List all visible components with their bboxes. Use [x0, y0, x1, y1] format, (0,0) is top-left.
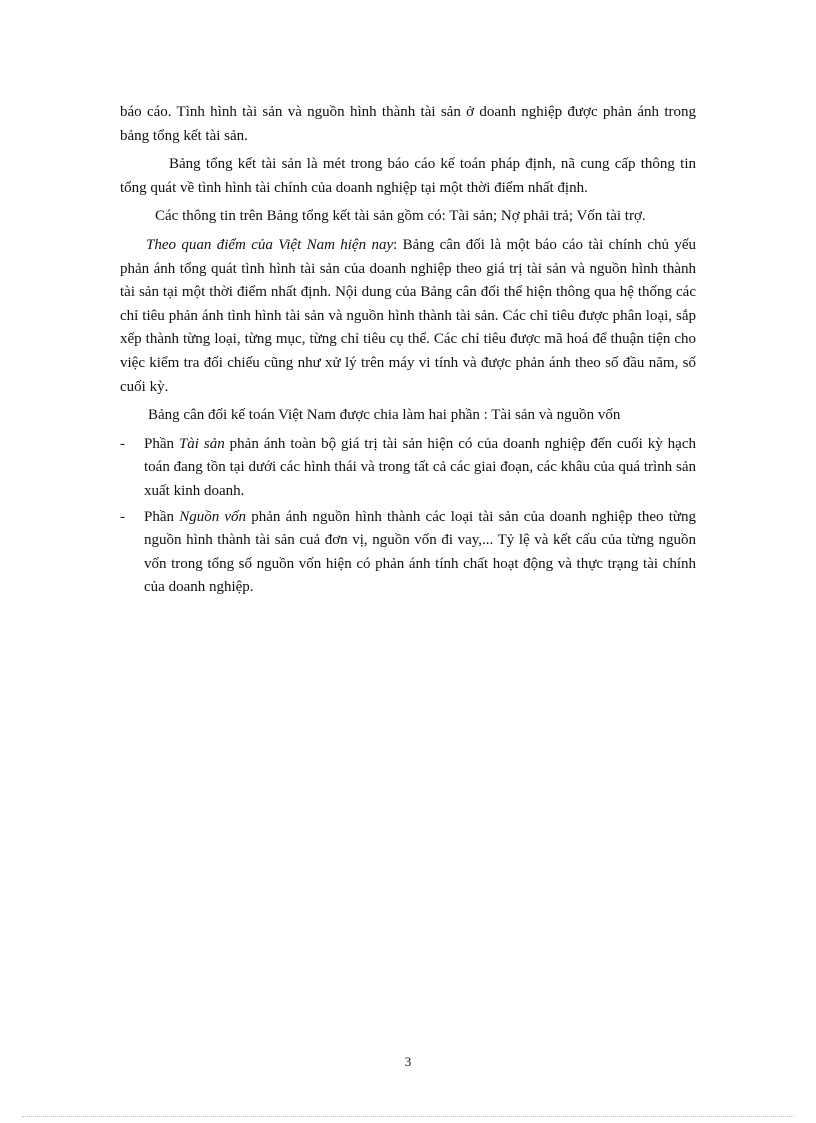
bullet-dash: - — [120, 508, 125, 525]
page-number: 3 — [404, 1054, 412, 1069]
bullet-text: phản ánh nguồn hình thành các loại tài sản của doanh nghiệp theo từng nguồn hình thành tài sản cuả đơn vị, nguồn vốn đi vay,... Tỷ lệ và kết cấu của từng nguồn vốn trong tổng số nguồn vốn hiện có phản ánh tính chất hoạt động và thực trạng tài chính của doanh nghiệp. — [144, 508, 696, 596]
paragraph-3 — [120, 205, 696, 229]
bullet-item-assets — [120, 433, 696, 504]
bullet-italic-term: Tài sản — [178, 435, 225, 452]
paragraph-4-text: : Bảng cân đối là một báo cáo tài chính chủ yếu phản ánh tổng quát tình hình tài sản của doanh nghiệp theo giá trị tài sản và nguồn hình thành tài sản tại một thời điểm nhất định. Nội dung của Bảng cân đối thể hiện thông qua hệ thống các chỉ tiêu phản ánh tình hình tài sản và nguồn hình thành tài sản. Các chỉ tiêu được phân loại, sắp xếp thành từng loại, từng mục, từng chỉ tiêu cụ thể. Các chỉ tiêu được mã hoá để thuận tiện cho việc kiểm tra đối chiếu cũng như xử lý trên máy vi tính và được phản ánh theo số đầu năm, số cuối kỳ. — [120, 236, 696, 395]
paragraph-2 — [120, 153, 696, 200]
bullet-lead: Phần — [144, 508, 180, 525]
paragraph-1 — [120, 101, 696, 148]
paragraph-4-italic-lead: Theo quan điểm của Việt Nam hiện nay — [146, 236, 394, 253]
bullet-item-capital — [120, 506, 696, 600]
bullet-text: phản ánh toàn bộ giá trị tài sản hiện có của doanh nghiệp đến cuối kỳ hạch toán đang tồn tại dưới các hình thái và trong tất cả các giai đoạn, các khâu của quá trình sản xuất kinh doanh. — [144, 435, 696, 499]
paragraph-5 — [120, 404, 696, 428]
page-bottom-divider — [22, 1116, 794, 1117]
body-text — [120, 101, 696, 602]
paragraph-3-text: Các thông tin trên Bảng tổng kết tài sản gồm có: Tài sản; Nợ phải trả; Vốn tài trợ. — [155, 208, 646, 225]
bullet-lead: Phần — [144, 435, 179, 452]
paragraph-5-text: Bảng cân đối kế toán Việt Nam được chia làm hai phần : Tài sản và nguồn vốn — [148, 407, 621, 424]
paragraph-4 — [120, 234, 696, 399]
bullet-italic-term: Nguồn vốn — [179, 508, 247, 525]
paragraph-2-text: Bảng tổng kết tài sản là mét trong báo cáo kế toán pháp định, nã cung cấp thông tin tổng quát về tình hình tài chính của doanh nghiệp tại một thời điểm nhất định. — [120, 156, 696, 196]
paragraph-1-text: báo cáo. Tình hình tài sản và nguồn hình thành tài sản ở doanh nghiệp được phản ánh trong bảng tổng kết tài sản. — [120, 104, 696, 144]
bullet-dash: - — [120, 435, 125, 452]
